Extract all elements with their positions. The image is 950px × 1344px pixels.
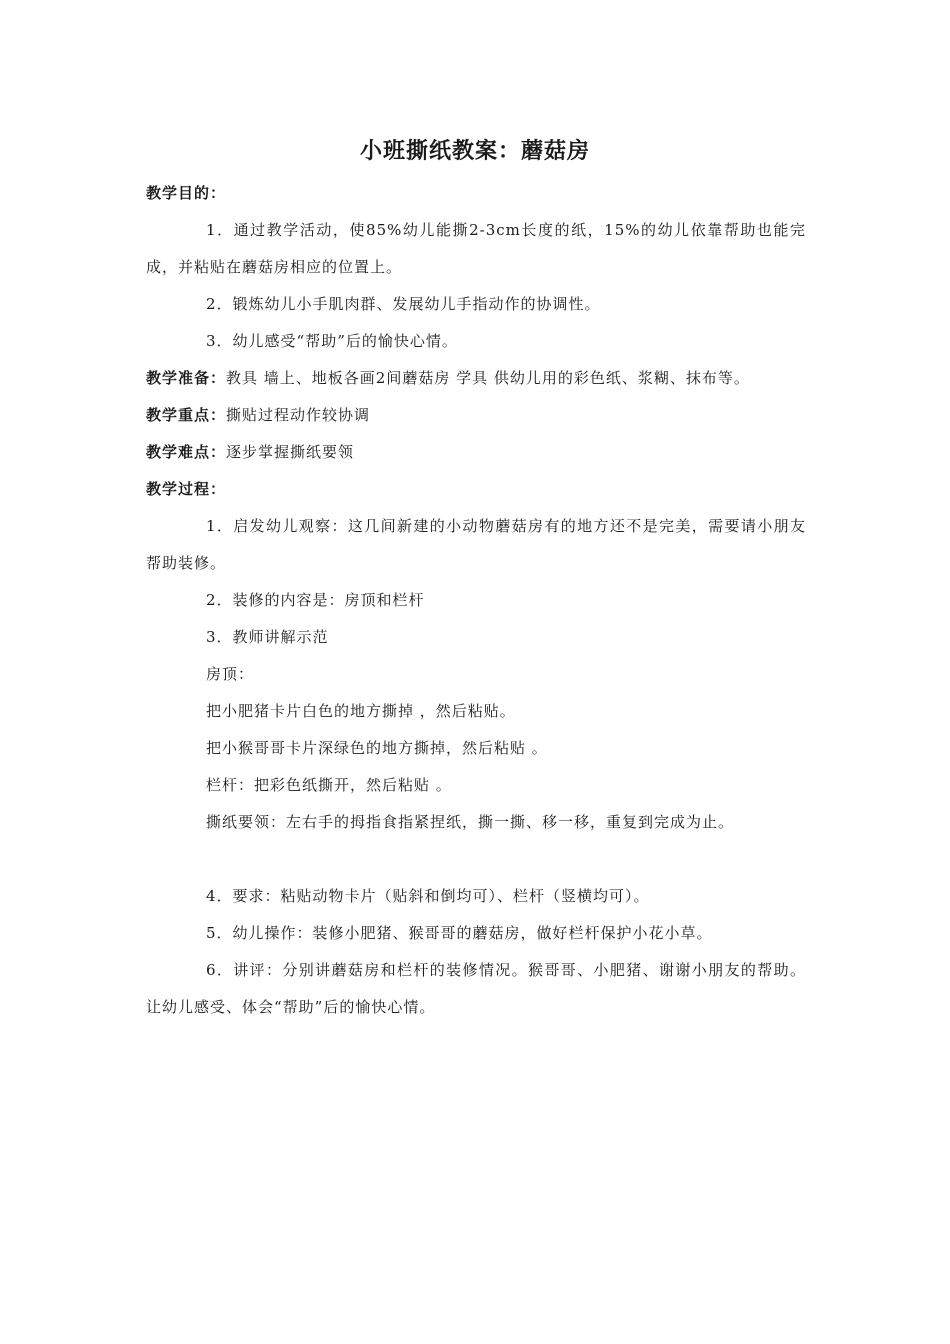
process-step: 5．幼儿操作：装修小肥猪、猴哥哥的蘑菇房，做好栏杆保护小花小草。 [206, 924, 713, 942]
process-step: 1．启发幼儿观察：这几间新建的小动物蘑菇房有的地方还不是完美，需要请小朋友帮助装修。 [146, 517, 806, 572]
preparation-paragraph [146, 360, 806, 397]
objective-item: 2．锻炼幼儿小手肌肉群、发展幼儿手指动作的协调性。 [206, 295, 601, 313]
preparation-label: 教学准备： [146, 369, 227, 387]
demo-line: 撕纸要领：左右手的拇指食指紧捏纸，撕一撕、移一移，重复到完成为止。 [206, 813, 735, 831]
key-point-text: 撕贴过程动作较协调 [226, 406, 371, 424]
document-title: 小班撕纸教案：蘑菇房 [359, 139, 590, 164]
process-step: 3．教师讲解示范 [206, 628, 329, 646]
objectives-heading [146, 175, 806, 212]
process-step: 2．装修的内容是：房顶和栏杆 [206, 591, 425, 609]
key-point-paragraph [146, 397, 806, 434]
demo-line: 把小肥猪卡片白色的地方撕掉 ，然后粘贴。 [206, 702, 516, 720]
process-label: 教学过程： [146, 480, 227, 498]
key-point-label: 教学重点： [146, 406, 227, 424]
difficulty-label: 教学难点： [146, 443, 227, 461]
process-step: 6．讲评：分别讲蘑菇房和栏杆的装修情况。猴哥哥、小肥猪、谢谢小朋友的帮助。让幼儿感受、体会“帮助”后的愉快心情。 [146, 961, 806, 1016]
process-heading [146, 471, 806, 508]
blank-line [146, 841, 806, 878]
process-step: 4．要求：粘贴动物卡片（贴斜和倒均可）、栏杆（竖横均可）。 [206, 887, 650, 905]
objective-item: 3．幼儿感受“帮助”后的愉快心情。 [206, 332, 458, 350]
demo-line: 把小猴哥哥卡片深绿色的地方撕掉，然后粘贴 。 [206, 739, 548, 757]
difficulty-text: 逐步掌握撕纸要领 [226, 443, 355, 461]
document-body [146, 175, 806, 1026]
difficulty-paragraph [146, 434, 806, 471]
objective-item: 1．通过教学活动，使85%幼儿能撕2-3cm长度的纸，15%的幼儿依靠帮助也能完成，并粘贴在蘑菇房相应的位置上。 [146, 221, 806, 276]
objectives-label: 教学目的： [146, 184, 227, 202]
preparation-text: 教具 墙上、地板各画2间蘑菇房 学具 供幼儿用的彩色纸、浆糊、抹布等。 [226, 369, 750, 387]
demo-line: 栏杆：把彩色纸撕开，然后粘贴 。 [206, 776, 452, 794]
demo-line: 房顶： [206, 665, 255, 683]
